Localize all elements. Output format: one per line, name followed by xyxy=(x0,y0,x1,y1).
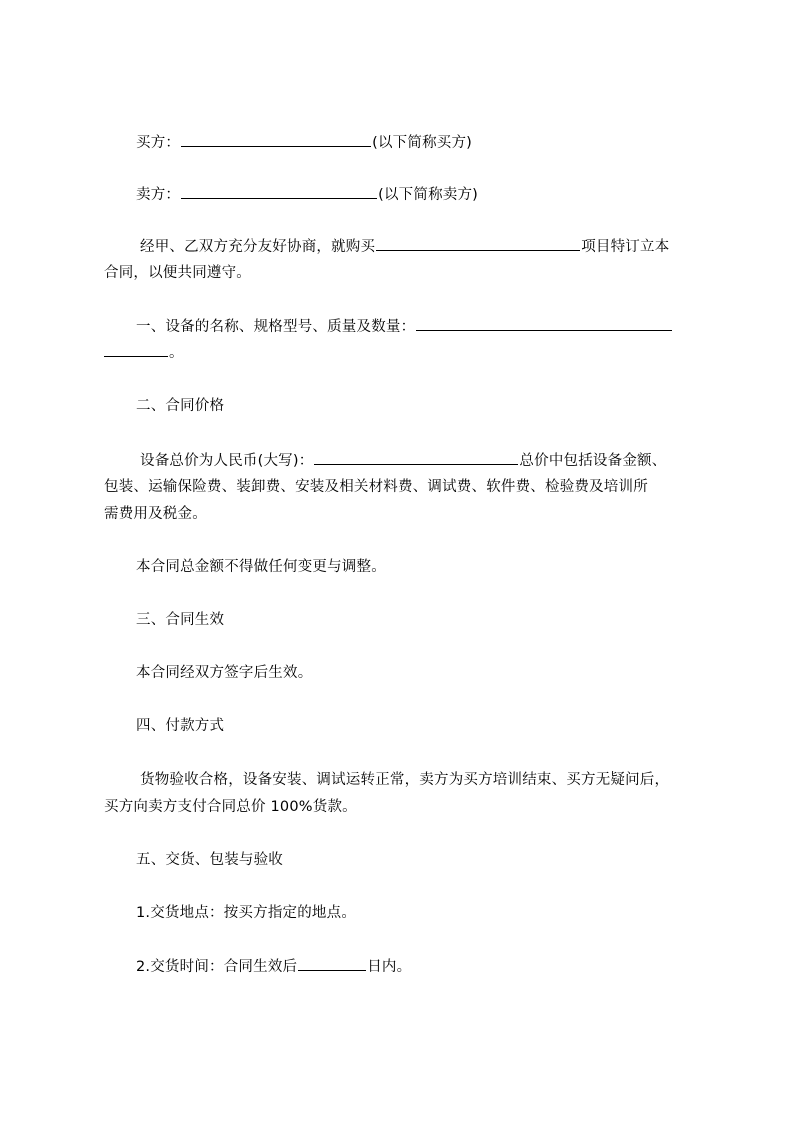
delivery-days-blank xyxy=(298,956,366,971)
intro-prefix: 经甲、乙双方充分友好协商，就购买 xyxy=(140,239,376,255)
intro-line-1 xyxy=(140,236,669,257)
section-1-end: 。 xyxy=(169,345,184,361)
equipment-blank-1 xyxy=(416,316,672,331)
delivery-place: 1.交货地点：按买方指定的地点。 xyxy=(136,905,357,921)
payment-line-2: 买方向卖方支付合同总价 100%货款。 xyxy=(104,799,357,815)
project-blank xyxy=(376,236,580,251)
buyer-blank xyxy=(181,132,371,147)
price-suffix: 总价中包括设备金额、 xyxy=(519,453,667,469)
seller-suffix: (以下简称卖方) xyxy=(378,187,479,203)
equipment-blank-2 xyxy=(104,342,168,357)
delivery-time-prefix: 2.交货时间：合同生效后 xyxy=(136,959,298,975)
seller-blank xyxy=(181,184,377,199)
price-line-3: 需费用及税金。 xyxy=(104,506,207,522)
section-4-title: 四、付款方式 xyxy=(136,718,225,734)
price-fixed-note: 本合同总金额不得做任何变更与调整。 xyxy=(136,559,386,575)
price-line-1 xyxy=(140,450,666,471)
section-1-heading: 一、设备的名称、规格型号、质量及数量： xyxy=(136,319,416,335)
delivery-time-suffix: 日内。 xyxy=(367,959,412,975)
section-1-line-2 xyxy=(104,342,184,363)
price-blank xyxy=(314,450,518,465)
price-line-2: 包装、运输保险费、装卸费、安装及相关材料费、调试费、软件费、检验费及培训所 xyxy=(104,479,648,495)
seller-line xyxy=(136,184,478,205)
intro-line-2: 合同，以便共同遵守。 xyxy=(104,265,251,281)
section-5-title: 五、交货、包装与验收 xyxy=(136,852,283,868)
buyer-suffix: (以下简称买方) xyxy=(372,135,473,151)
delivery-time-line xyxy=(136,956,411,977)
buyer-label: 买方： xyxy=(136,135,181,151)
section-2-title: 二、合同价格 xyxy=(136,398,225,414)
section-3-title: 三、合同生效 xyxy=(136,612,225,628)
payment-line-1: 货物验收合格，设备安装、调试运转正常，卖方为买方培训结束、买方无疑问后， xyxy=(140,772,670,788)
section-1-line-1 xyxy=(136,316,673,337)
buyer-line xyxy=(136,132,472,153)
section-3-body: 本合同经双方签字后生效。 xyxy=(136,665,313,681)
intro-suffix: 项目特订立本 xyxy=(581,239,670,255)
seller-label: 卖方： xyxy=(136,187,181,203)
price-prefix: 设备总价为人民币(大写)： xyxy=(140,453,314,469)
